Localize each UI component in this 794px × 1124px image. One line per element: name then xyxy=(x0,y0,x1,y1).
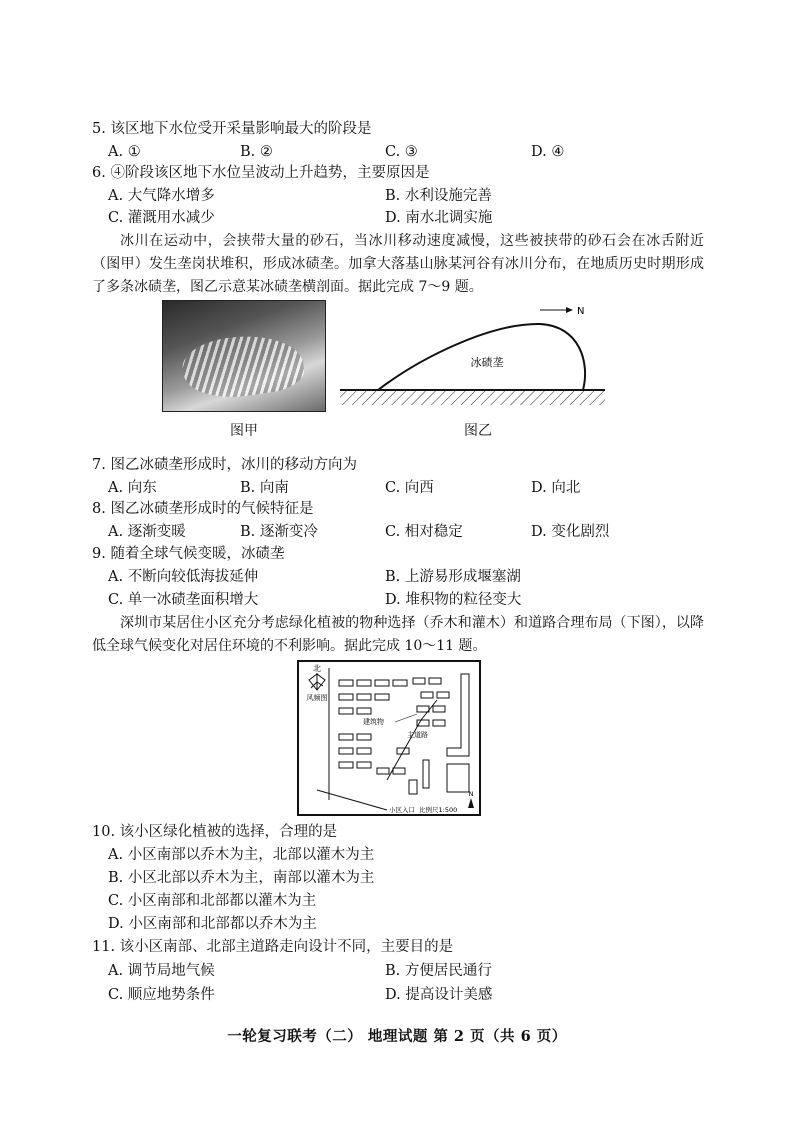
building xyxy=(437,692,449,698)
fig-b-caption: 图乙 xyxy=(464,423,492,439)
building xyxy=(357,748,371,754)
building xyxy=(409,780,417,794)
q10-option-c: C. 小区南部和北部都以灌木为主 xyxy=(108,893,317,909)
building xyxy=(339,748,353,754)
building xyxy=(375,694,389,700)
building xyxy=(413,678,425,684)
building xyxy=(357,734,371,740)
building xyxy=(433,706,445,712)
q6-option-c: C. 灌溉用水减少 xyxy=(108,210,215,226)
q11-option-a: A. 调节局地气候 xyxy=(108,963,215,979)
q10-option-b: B. 小区北部以乔木为主，南部以灌木为主 xyxy=(108,870,375,886)
building-label: 建筑物 xyxy=(363,718,384,726)
q6-option-b: B. 水利设施完善 xyxy=(385,188,492,204)
q8-option-b: B. 逐渐变冷 xyxy=(240,524,318,540)
building xyxy=(357,694,371,700)
building xyxy=(417,706,429,712)
building xyxy=(421,692,433,698)
q7-stem: 7. 图乙冰碛垄形成时，冰川的移动方向为 xyxy=(92,457,357,473)
moraine-label: 冰碛垄 xyxy=(470,356,504,369)
q9-option-c: C. 单一冰碛垄面积增大 xyxy=(108,592,259,608)
q8-option-d: D. 变化剧烈 xyxy=(531,524,610,540)
entrance-label: 小区入口 xyxy=(389,806,415,814)
q6-option-d: D. 南水北调实施 xyxy=(385,210,493,226)
north-label: N xyxy=(577,306,585,317)
q11-option-d: D. 提高设计美感 xyxy=(385,987,493,1003)
wind-rose-label: 风频图 xyxy=(306,694,328,702)
map-north-top-label: 北 xyxy=(313,664,321,673)
q5-option-a: A. ① xyxy=(108,144,141,160)
passage-shenzhen: 深圳市某居住小区充分考虑绿化植被的物种选择（乔木和灌木）和道路合理布局（下图），以降低全球气候变化对居住环境的不利影响。据此完成 10～11 题。 xyxy=(92,615,704,654)
building xyxy=(377,768,389,774)
passage-glacier: 冰川在运动中，会挟带大量的砂石，当冰川移动速度减慢，这些被挟带的砂石会在冰舌附近（图甲）发生垄岗状堆积，形成冰碛垄。加拿大落基山脉某河谷有冰川分布，在地质历史时期形成了多条冰碛垄，图乙示意某冰碛垄横剖面。据此完成 7～9 题。 xyxy=(92,233,704,295)
q8-stem: 8. 图乙冰碛垄形成时的气候特征是 xyxy=(92,501,314,517)
q5-stem: 5. 该区地下水位受开采量影响最大的阶段是 xyxy=(92,121,372,137)
q9-stem: 9. 随着全球气候变暖，冰碛垄 xyxy=(92,546,285,562)
q6-stem: 6. ④阶段该区地下水位呈波动上升趋势，主要原因是 xyxy=(92,165,430,181)
q10-option-a: A. 小区南部以乔木为主，北部以灌木为主 xyxy=(108,847,375,863)
q11-stem: 11. 该小区南部、北部主道路走向设计不同，主要目的是 xyxy=(92,939,454,955)
q8-option-a: A. 逐渐变暖 xyxy=(108,524,186,540)
q5-option-b: B. ② xyxy=(240,144,273,160)
building xyxy=(339,694,353,700)
q7-option-b: B. 向南 xyxy=(240,480,289,496)
q7-option-a: A. 向东 xyxy=(108,480,157,496)
q10-option-d: D. 小区南部和北部都以乔木为主 xyxy=(108,916,317,932)
q5-option-d: D. ④ xyxy=(531,144,565,160)
building xyxy=(393,680,407,686)
building xyxy=(357,680,371,686)
q11-option-b: B. 方便居民通行 xyxy=(385,963,492,979)
glacier-photo xyxy=(162,300,326,412)
building xyxy=(433,720,445,726)
building xyxy=(357,762,371,768)
moraine-profile-diagram xyxy=(340,298,615,413)
fig-a-caption: 图甲 xyxy=(230,423,258,439)
building xyxy=(339,762,353,768)
building xyxy=(339,734,353,740)
map-north-label: N xyxy=(468,790,474,798)
building xyxy=(357,708,371,714)
page-footer: 一轮复习联考（二） 地理试题 第 2 页（共 6 页） xyxy=(227,1028,567,1045)
q10-stem: 10. 该小区绿化植被的选择，合理的是 xyxy=(92,824,338,840)
q7-option-c: C. 向西 xyxy=(385,480,434,496)
road-label: 主道路 xyxy=(407,731,428,739)
q7-option-d: D. 向北 xyxy=(531,480,581,496)
building xyxy=(423,760,429,788)
building xyxy=(339,680,353,686)
building xyxy=(393,768,405,774)
q8-option-c: C. 相对稳定 xyxy=(385,524,463,540)
building xyxy=(429,678,441,684)
q9-option-d: D. 堆积物的粒径变大 xyxy=(385,592,522,608)
corner-building xyxy=(447,764,469,792)
q6-option-a: A. 大气降水增多 xyxy=(108,188,215,204)
q9-option-a: A. 不断向较低海拔延伸 xyxy=(108,569,259,585)
q9-option-b: B. 上游易形成堰塞湖 xyxy=(385,569,521,585)
scale-label: 比例尺1:500 xyxy=(419,806,458,814)
community-map xyxy=(297,660,481,816)
q11-option-c: C. 顺应地势条件 xyxy=(108,987,215,1003)
north-arrow-icon xyxy=(566,307,573,313)
building xyxy=(375,680,389,686)
building xyxy=(339,708,353,714)
q5-option-c: C. ③ xyxy=(385,144,418,160)
ground-hatch xyxy=(340,391,605,405)
